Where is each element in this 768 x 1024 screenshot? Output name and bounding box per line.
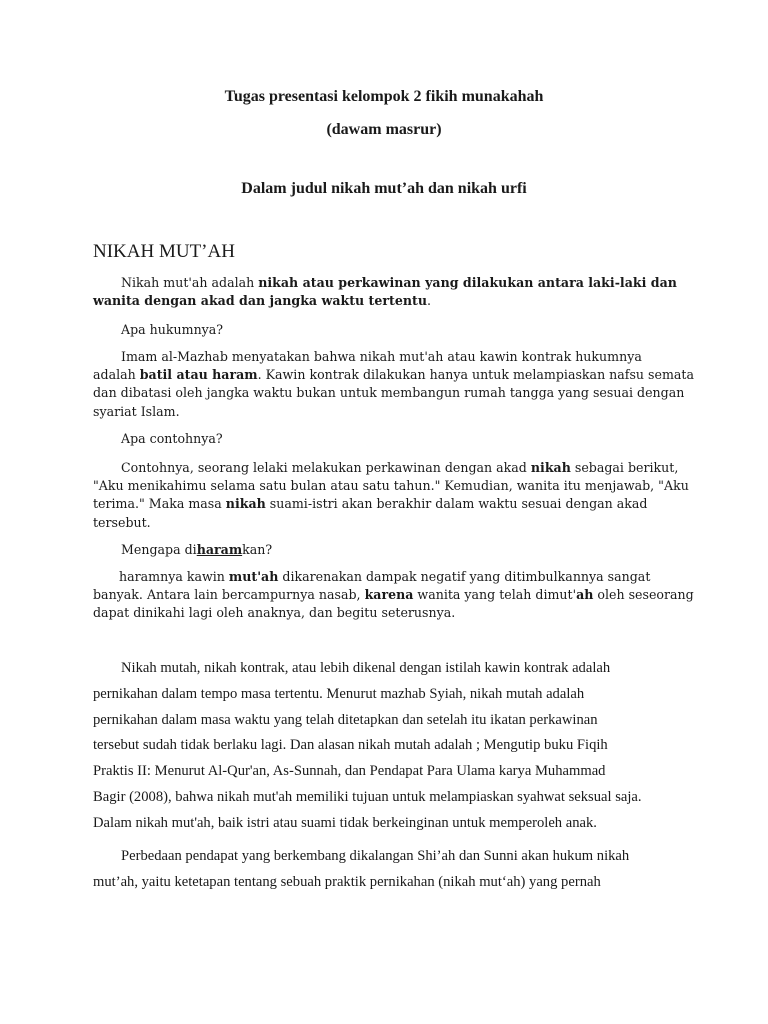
text-line: Imam al-Mazhab menyatakan bahwa nikah mut'ah atau kawin kontrak hukumnya xyxy=(121,349,642,364)
text-line: dapat dinikahi lagi oleh anaknya, dan begitu seterusnya. xyxy=(93,605,456,621)
text-run: suami-istri akan berakhir dalam waktu sesuai dengan akad xyxy=(265,496,648,512)
text-run: Contohnya, seorang lelaki melakukan perkawinan dengan akad xyxy=(121,460,531,475)
text-run: haramnya kawin xyxy=(119,569,229,584)
underlined-bold-text: haram xyxy=(196,542,243,557)
text-line: dan dibatasi oleh jangka waktu bukan untuk membangun rumah tangga yang sesuai dengan xyxy=(93,385,685,401)
bold-text: wanita dengan akad dan jangka waktu tertentu xyxy=(93,293,427,309)
text-line: Bagir (2008), bahwa nikah mut'ah memiliki tujuan untuk melampiaskan syahwat seksual saja. xyxy=(93,788,642,805)
bold-text: ah xyxy=(576,587,594,603)
text-line: tersebut sudah tidak berlaku lagi. Dan alasan nikah mutah adalah ; Mengutip buku Fiqih xyxy=(93,737,608,754)
text-line: Praktis II: Menurut Al-Qur'an, As-Sunnah, dan Pendapat Para Ulama karya Muhammad xyxy=(93,763,606,780)
text-line: "Aku menikahimu selama satu bulan atau satu tahun." Kemudian, wanita itu menjawab, "Aku xyxy=(93,478,689,494)
paragraph-perbedaan xyxy=(93,844,693,896)
paragraph-hukum xyxy=(93,348,694,421)
text-run: terima." Maka masa xyxy=(93,496,226,512)
text-run: sebagai berikut, xyxy=(570,460,679,475)
text-line: pernikahan dalam masa waktu yang telah ditetapkan dan setelah itu ikatan perkawinan xyxy=(93,711,598,728)
text-run: . Kawin kontrak dilakukan hanya untuk melampiaskan nafsu semata xyxy=(257,367,694,383)
text-line: syariat Islam. xyxy=(93,403,180,419)
document-subtitle: Dalam judul nikah mut’ah dan nikah urfi xyxy=(241,180,527,197)
text-run: banyak. Antara lain bercampurnya nasab, xyxy=(93,587,365,603)
paragraph-alasan xyxy=(93,568,694,623)
bold-text: karena xyxy=(364,587,414,603)
text-run: . xyxy=(427,293,432,309)
paragraph-definition xyxy=(93,274,683,310)
text-run: dikarenakan dampak negatif yang ditimbulkannya sangat xyxy=(278,569,651,584)
bold-text: nikah atau perkawinan yang dilakukan antara laki-laki dan xyxy=(258,275,677,290)
section-heading: NIKAH MUT’AH xyxy=(93,241,235,262)
bold-text: nikah xyxy=(530,460,571,475)
text-line: pernikahan dalam tempo masa tertentu. Menurut mazhab Syiah, nikah mutah adalah xyxy=(93,685,585,702)
text-run: Mengapa di xyxy=(121,542,197,557)
question-contoh xyxy=(93,430,683,448)
question-text: Apa contohnya? xyxy=(121,431,223,446)
text-run: oleh seseorang xyxy=(593,587,694,603)
document-title: Tugas presentasi kelompok 2 fikih munakahah xyxy=(224,88,544,105)
text-run: wanita yang telah dimut' xyxy=(413,587,577,603)
question-mengapa xyxy=(93,541,683,559)
question-hukum xyxy=(93,321,683,339)
question-text: Apa hukumnya? xyxy=(121,322,224,337)
text-run: Nikah mut'ah adalah xyxy=(121,275,259,290)
text-line: Nikah mutah, nikah kontrak, atau lebih dikenal dengan istilah kawin kontrak adalah xyxy=(121,660,611,676)
text-line: tersebut. xyxy=(93,514,151,530)
text-line: Perbedaan pendapat yang berkembang dikalangan Shi’ah dan Sunni akan hukum nikah xyxy=(121,848,630,864)
text-line: Dalam nikah mut'ah, baik istri atau suami tidak berkeinginan untuk memperoleh anak. xyxy=(93,814,597,831)
bold-text: mut'ah xyxy=(228,569,279,584)
document-author: (dawam masrur) xyxy=(326,121,442,138)
paragraph-penjelasan xyxy=(93,656,693,837)
text-run: adalah xyxy=(93,367,140,383)
bold-text: batil atau haram xyxy=(139,367,258,383)
paragraph-contoh xyxy=(93,459,689,532)
text-run: kan? xyxy=(242,542,273,557)
text-line: mut’ah, yaitu ketetapan tentang sebuah praktik pernikahan (nikah mut‘ah) yang pernah xyxy=(93,873,601,890)
bold-text: nikah xyxy=(225,496,266,512)
